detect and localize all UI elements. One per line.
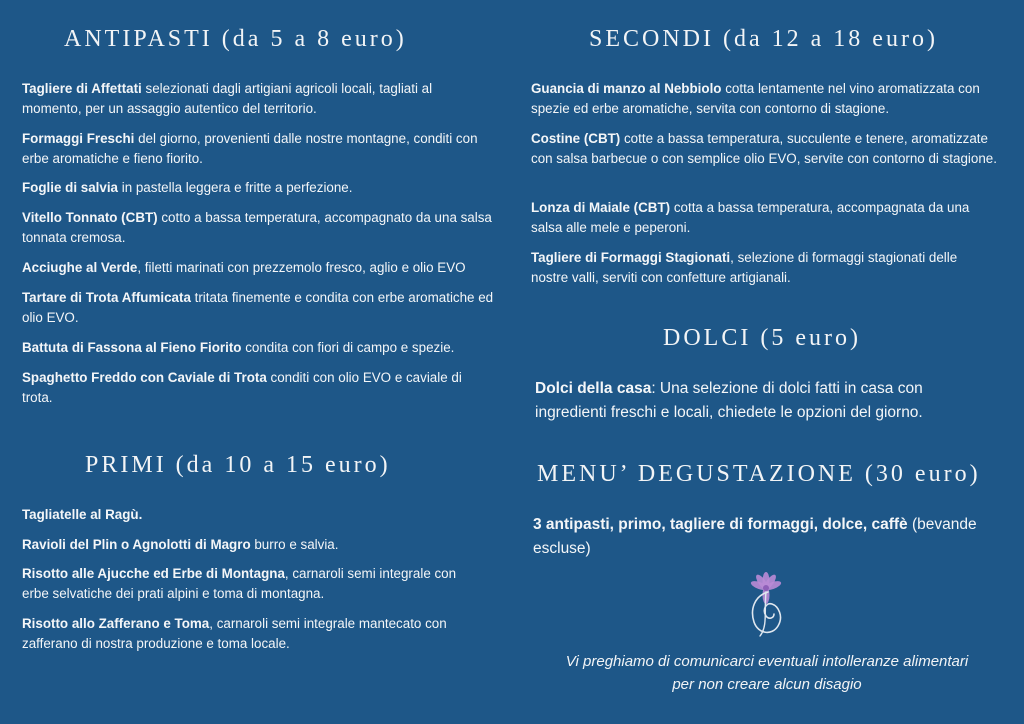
menu-item-desc: del giorno, provenienti dalle nostre montagne, conditi con erbe aromatiche e fieno fiorito.: [22, 131, 478, 166]
menu-item-name: Dolci della casa: [535, 380, 652, 397]
menu-item-desc: in pastella leggera e fritte a perfezione.: [118, 180, 353, 195]
menu-item: [22, 288, 497, 328]
antipasti-title: ANTIPASTI (da 5 a 8 euro): [64, 26, 407, 52]
menu-item-desc: cotta a bassa temperatura, accompagnata da una salsa alle mele e peperoni.: [531, 200, 970, 235]
secondi-title: SECONDI (da 12 a 18 euro): [589, 26, 938, 52]
menu-item-desc: , filetti marinati con prezzemolo fresco, aglio e olio EVO: [137, 260, 466, 275]
menu-item: [22, 505, 492, 525]
menu-item-desc: tritata finemente e condita con erbe aromatiche ed olio EVO.: [22, 290, 494, 325]
intolerance-note: [541, 650, 993, 696]
menu-item-desc: (bevande escluse): [533, 516, 977, 557]
menu-item-desc: , carnaroli semi integrale con erbe selvatiche dei prati alpini e toma di montagna.: [22, 566, 457, 601]
degustazione-item: [533, 513, 993, 561]
menu-item-desc: , carnaroli semi integrale mantecato con zafferano di nostra produzione e toma locale.: [22, 616, 447, 651]
dolci-title: DOLCI (5 euro): [663, 325, 861, 351]
flower-center: [763, 585, 769, 591]
menu-item-name: Lonza di Maiale (CBT): [531, 200, 671, 215]
menu-item: [22, 208, 502, 248]
menu-item-name: Risotto alle Ajucche ed Erbe di Montagna: [22, 566, 285, 581]
menu-item-name: Ravioli del Plin o Agnolotti di Magro: [22, 537, 251, 552]
menu-item-name: Formaggi Freschi: [22, 131, 135, 146]
menu-item-name: Spaghetto Freddo con Caviale di Trota: [22, 370, 267, 385]
menu-item-name: Tagliatelle al Ragù.: [22, 507, 143, 522]
menu-item-desc: : Una selezione di dolci fatti in casa con ingredienti freschi e locali, chiedete le opzioni del giorno.: [535, 380, 923, 421]
menu-item: [22, 79, 462, 119]
menu-item-name: Tagliere di Affettati: [22, 81, 142, 96]
menu-item: [531, 129, 1001, 169]
menu-item: [22, 368, 477, 408]
menu-item-name: Battuta di Fassona al Fieno Fiorito: [22, 340, 242, 355]
dolci-item: [535, 377, 975, 425]
intolerance-note-line2: per non creare alcun disagio: [672, 676, 862, 693]
menu-item: [22, 129, 497, 169]
menu-item: [531, 79, 996, 119]
menu-item-name: Vitello Tonnato (CBT): [22, 210, 158, 225]
menu-item-desc: cotto a bassa temperatura, accompagnato da una salsa tonnata cremosa.: [22, 210, 492, 245]
menu-item: [22, 535, 492, 555]
menu-item-desc: condita con fiori di campo e spezie.: [241, 340, 455, 355]
menu-item-name: Acciughe al Verde: [22, 260, 138, 275]
menu-item: [531, 248, 986, 288]
menu-item-desc: cotta lentamente nel vino aromatizzata con spezie ed erbe aromatiche, servita con contorno di stagione.: [531, 81, 980, 116]
menu-item: [22, 614, 467, 654]
menu-item-name: Foglie di salvia: [22, 180, 118, 195]
menu-item: [531, 198, 986, 238]
menu-item-desc: cotte a bassa temperatura, succulente e tenere, aromatizzate con salsa barbecue o con semplice olio EVO, servite con contorno di stagione.: [531, 131, 997, 166]
menu-item-name: Risotto allo Zafferano e Toma: [22, 616, 210, 631]
intolerance-note-line1: Vi preghiamo di comunicarci eventuali intolleranze alimentari: [565, 653, 969, 670]
primi-title: PRIMI (da 10 a 15 euro): [85, 452, 391, 478]
menu-item: [22, 564, 467, 604]
menu-item-desc: selezionati dagli artigiani agricoli locali, tagliati al momento, per un assaggio autentico del territorio.: [22, 81, 433, 116]
degustazione-title: MENU’ DEGUSTAZIONE (30 euro): [537, 461, 981, 487]
menu-item-desc: burro e salvia.: [250, 537, 339, 552]
menu-item: [22, 258, 502, 278]
menu-item-name: Tartare di Trota Affumicata: [22, 290, 191, 305]
menu-item-name: Costine (CBT): [531, 131, 621, 146]
menu-item-desc: , selezione di formaggi stagionati delle nostre valli, serviti con confetture artigianali.: [531, 250, 958, 285]
menu-item-name: 3 antipasti, primo, tagliere di formaggi, dolce, caffè: [533, 516, 908, 533]
menu-item: [22, 178, 497, 198]
menu-item-name: Guancia di manzo al Nebbiolo: [531, 81, 722, 96]
menu-item: [22, 338, 497, 358]
menu-item-name: Tagliere di Formaggi Stagionati: [531, 250, 731, 265]
flower-logo: [744, 570, 788, 640]
menu-item-desc: conditi con olio EVO e caviale di trota.: [22, 370, 462, 405]
